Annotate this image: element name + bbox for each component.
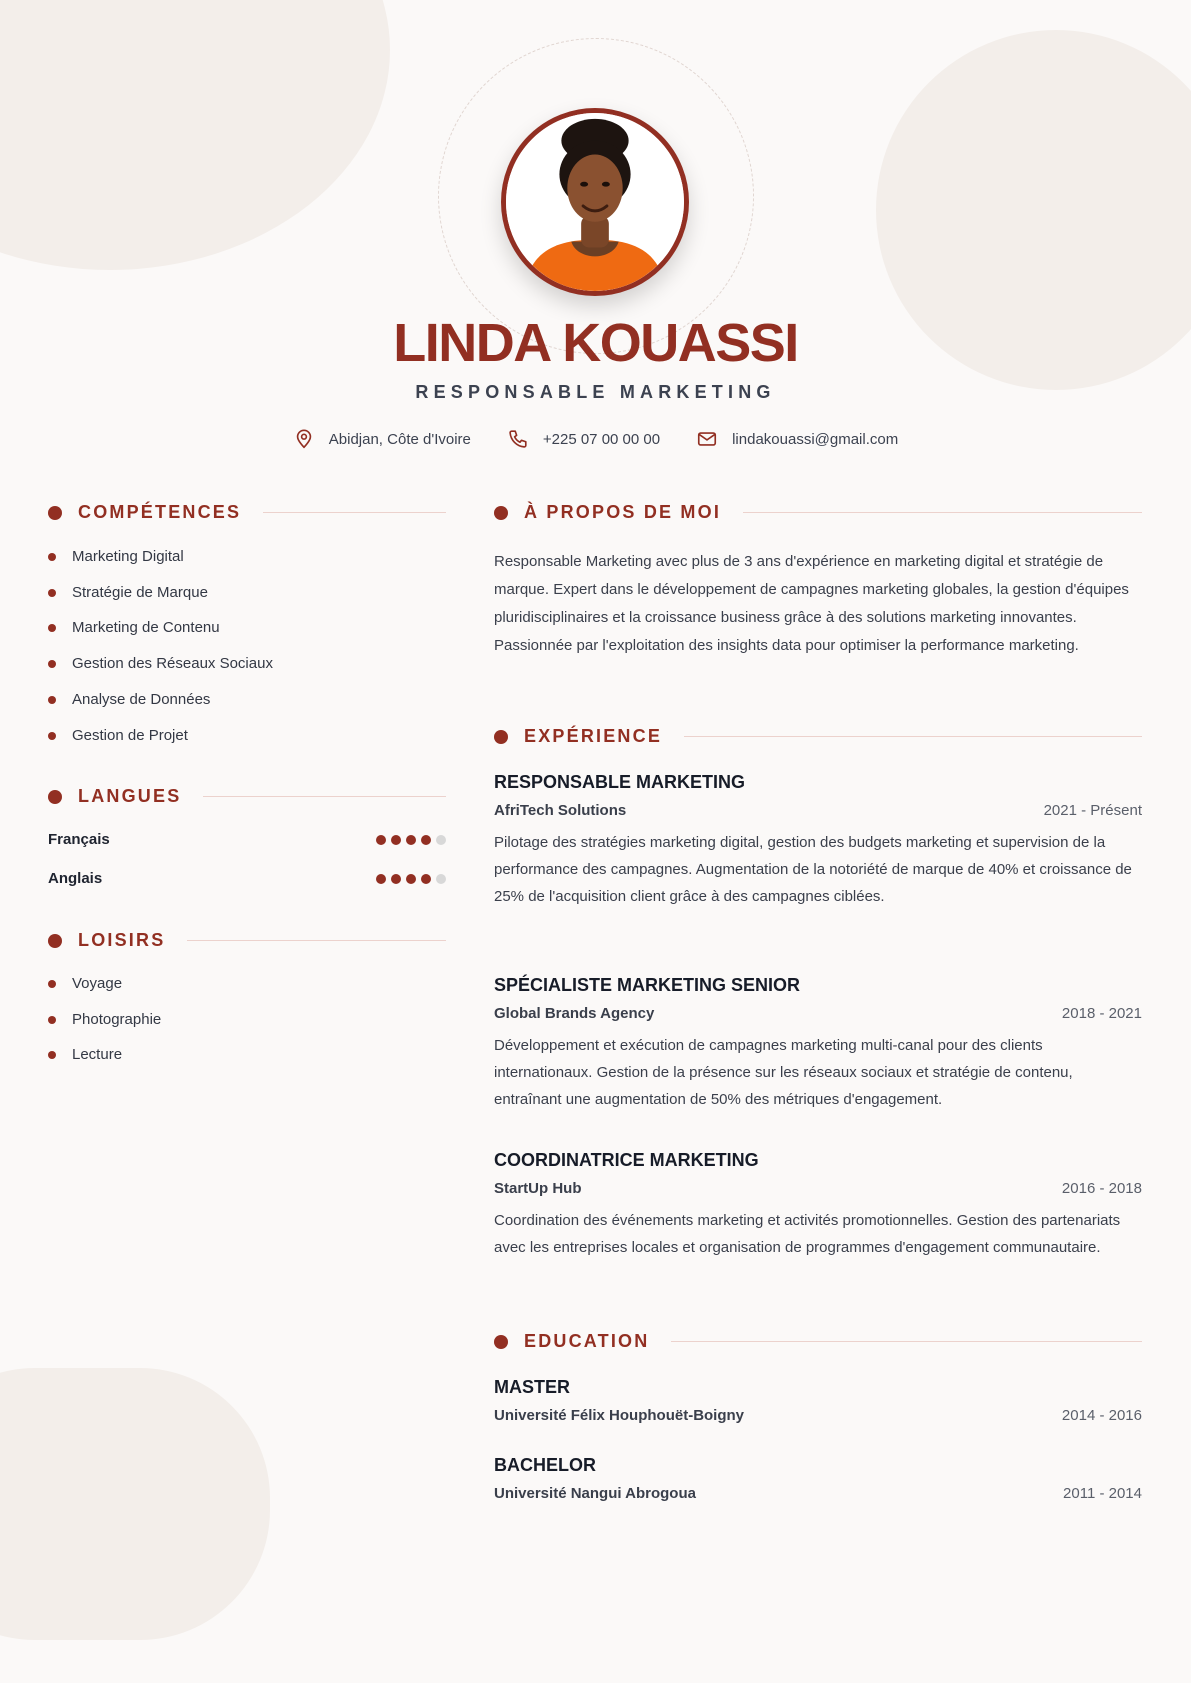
skill-label: Marketing de Contenu [72, 619, 220, 636]
job-company: Global Brands Agency [494, 1005, 655, 1022]
language-name: Anglais [48, 870, 103, 887]
section-divider [203, 796, 446, 797]
skill-label: Gestion de Projet [72, 727, 188, 744]
section-dot-icon [494, 506, 508, 520]
rating-dot-filled [421, 835, 431, 845]
rating-dot-empty [436, 874, 446, 884]
bullet-dot-icon [48, 732, 56, 740]
rating-dot-filled [391, 874, 401, 884]
skills-header [48, 502, 446, 523]
education-entry [494, 1455, 1142, 1502]
bullet-dot-icon [48, 696, 56, 704]
candidate-name: LINDA KOUASSI [393, 313, 798, 373]
education-dates: 2014 - 2016 [1061, 1407, 1142, 1424]
skill-label: Gestion des Réseaux Sociaux [72, 655, 273, 672]
section-dot-icon [494, 1335, 508, 1349]
rating-dot-filled [391, 835, 401, 845]
language-rating [376, 874, 446, 884]
skills-title: COMPÉTENCES [78, 502, 242, 522]
rating-dot-filled [421, 874, 431, 884]
experience-entry [494, 772, 1142, 910]
skill-label: Stratégie de Marque [72, 584, 208, 601]
languages-title: LANGUES [78, 786, 182, 806]
education-entry [494, 1377, 1142, 1424]
experience-entry [494, 1150, 1142, 1261]
education-dates: 2011 - 2014 [1063, 1485, 1142, 1502]
bullet-dot-icon [48, 1016, 56, 1024]
school-name: Université Nangui Abrogoua [494, 1485, 696, 1502]
language-row [48, 870, 446, 887]
experience-entry [494, 975, 1142, 1113]
language-row [48, 831, 446, 848]
degree-title: MASTER [494, 1377, 570, 1397]
job-dates: 2018 - 2021 [1061, 1005, 1142, 1022]
experience-title: EXPÉRIENCE [524, 726, 663, 746]
languages-header [48, 786, 446, 807]
bullet-dot-icon [48, 553, 56, 561]
contact-phone-text: +225 07 00 00 00 [542, 430, 661, 448]
candidate-role: RESPONSABLE MARKETING [415, 382, 776, 402]
job-title: COORDINATRICE MARKETING [494, 1150, 759, 1170]
job-dates: 2021 - Présent [1043, 802, 1142, 819]
job-title: RESPONSABLE MARKETING [494, 772, 746, 792]
bullet-dot-icon [48, 980, 56, 988]
section-dot-icon [48, 934, 62, 948]
skill-item [48, 548, 184, 565]
skill-item [48, 655, 273, 672]
skill-item [48, 584, 208, 601]
section-dot-icon [48, 506, 62, 520]
job-description: Développement et exécution de campagnes marketing multi-canal pour des clients internationaux. Gestion de la présence sur les réseaux sociaux et stratégie de contenu, entraînant une augmentation de 50% des métriques d'engagement. [494, 1037, 1073, 1108]
section-divider [684, 736, 1142, 737]
job-company: StartUp Hub [494, 1180, 582, 1197]
job-dates: 2016 - 2018 [1061, 1180, 1142, 1197]
section-divider [743, 512, 1142, 513]
rating-dot-filled [406, 835, 416, 845]
bullet-dot-icon [48, 660, 56, 668]
rating-dot-filled [376, 874, 386, 884]
bullet-dot-icon [48, 1051, 56, 1059]
job-description: Pilotage des stratégies marketing digital, gestion des budgets marketing et supervision de la performance des campagnes. Augmentation de la notoriété de marque de 40% et croissance de 25% de l'acquisition client grâce à des campagnes ciblées. [494, 834, 1132, 905]
section-divider [671, 1341, 1142, 1342]
hobby-item [48, 1011, 161, 1028]
rating-dot-filled [376, 835, 386, 845]
language-name: Français [48, 831, 110, 848]
about-text: Responsable Marketing avec plus de 3 ans d'expérience en marketing digital et stratégie de marque. Expert dans le développement de campagnes marketing globales, la gestion d'équipes pluridisciplinaires et la croissance business grâce à des solutions marketing innovantes. Passionnée par l'exploitation des insights data pour optimiser la performance marketing. [494, 553, 1129, 654]
job-title: SPÉCIALISTE MARKETING SENIOR [494, 975, 801, 995]
rating-dot-empty [436, 835, 446, 845]
hobby-item [48, 1046, 122, 1063]
degree-title: BACHELOR [494, 1455, 596, 1475]
contact-location-text: Abidjan, Côte d'Ivoire [328, 430, 471, 448]
skill-item [48, 619, 220, 636]
section-dot-icon [48, 790, 62, 804]
hobby-label: Voyage [72, 975, 123, 992]
job-company: AfriTech Solutions [494, 802, 627, 819]
experience-header [494, 726, 1142, 747]
skill-item [48, 727, 188, 744]
hobby-item [48, 975, 122, 992]
skill-item [48, 691, 210, 708]
bullet-dot-icon [48, 589, 56, 597]
section-divider [187, 940, 446, 941]
right-column [494, 0, 1142, 1683]
rating-dot-filled [406, 874, 416, 884]
left-column [48, 0, 446, 1683]
hobbies-header [48, 930, 446, 951]
about-header [494, 502, 1142, 523]
section-dot-icon [494, 730, 508, 744]
education-header [494, 1331, 1142, 1352]
skill-label: Analyse de Données [72, 691, 211, 708]
contact-email-text: lindakouassi@gmail.com [732, 430, 899, 448]
bullet-dot-icon [48, 624, 56, 632]
hobbies-title: LOISIRS [78, 930, 166, 950]
language-rating [376, 835, 446, 845]
hobby-label: Photographie [72, 1011, 162, 1028]
section-divider [263, 512, 446, 513]
education-title: EDUCATION [524, 1331, 650, 1351]
school-name: Université Félix Houphouët-Boigny [494, 1407, 745, 1424]
skill-label: Marketing Digital [72, 548, 184, 565]
job-description: Coordination des événements marketing et activités promotionnelles. Gestion des partenariats avec les entreprises locales et organisation de programmes d'engagement communautaire. [494, 1212, 1121, 1256]
hobby-label: Lecture [72, 1046, 123, 1063]
about-title: À PROPOS DE MOI [524, 502, 722, 522]
